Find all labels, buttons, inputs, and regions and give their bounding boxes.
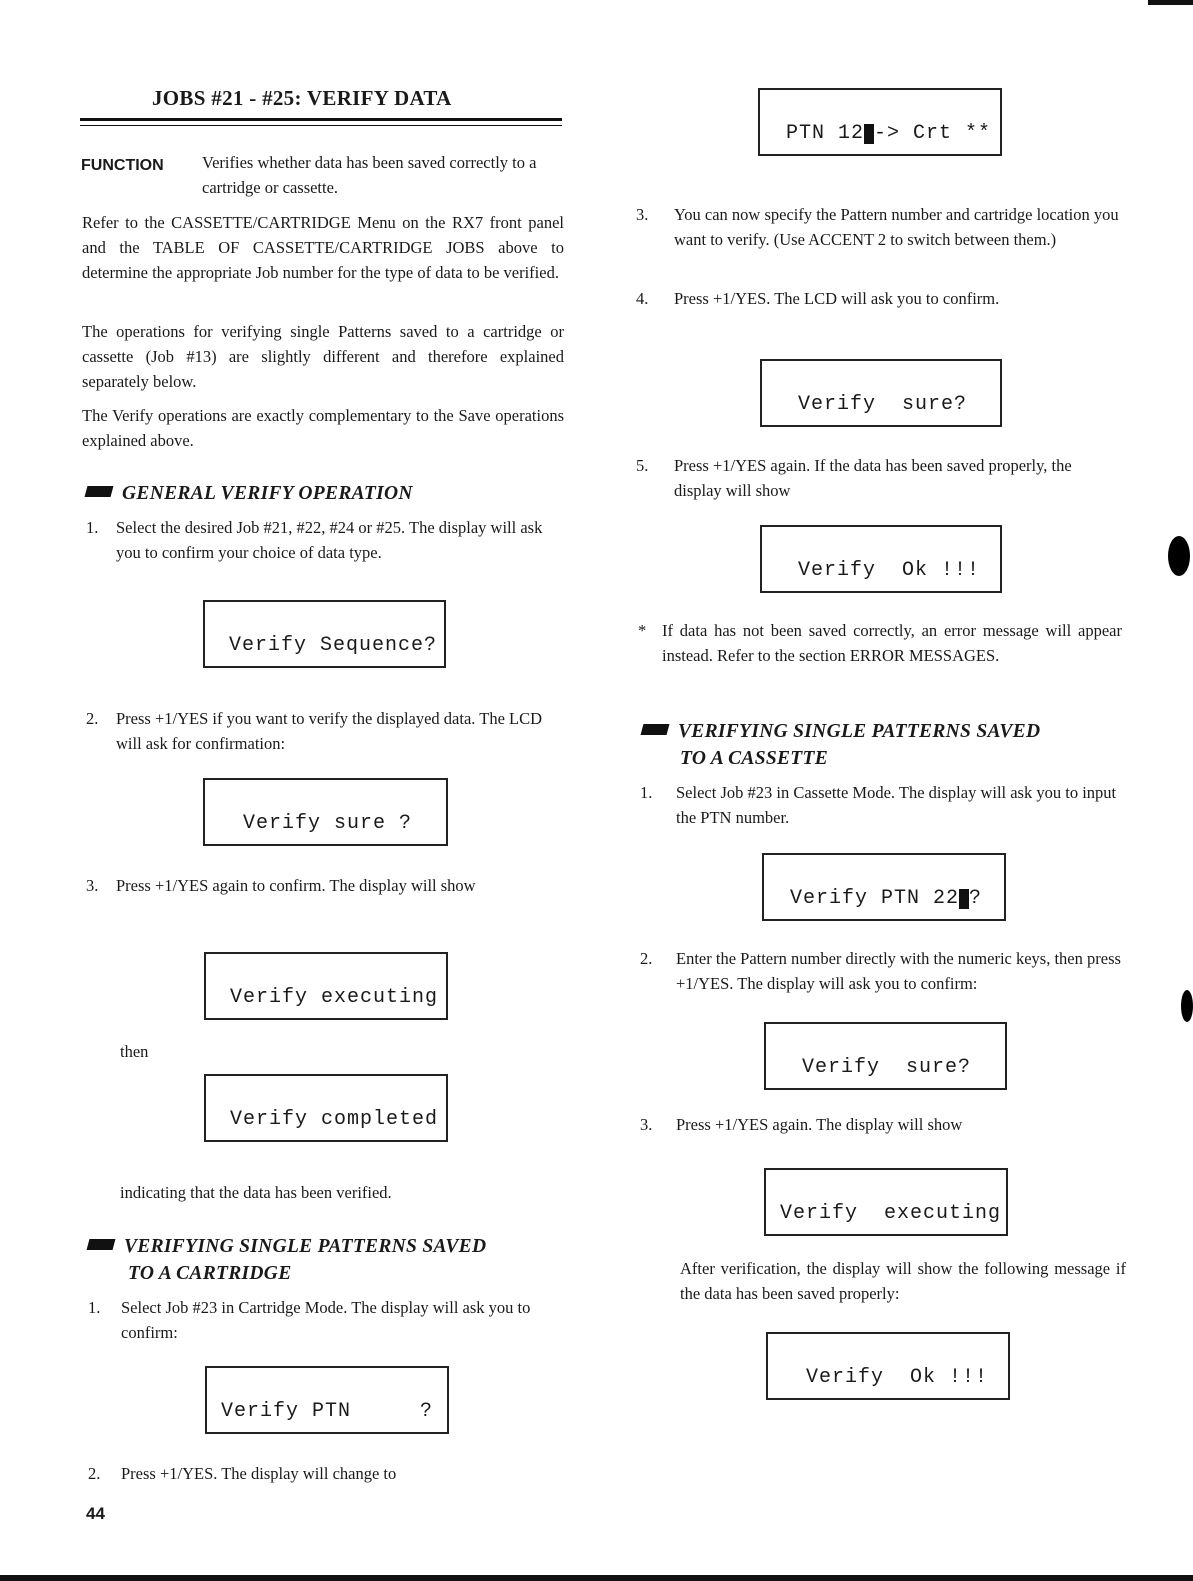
patterns-paragraph: The operations for verifying single Patterns saved to a cartridge or cassette (Job #13) are slightly different and therefore explained separately below. bbox=[82, 322, 564, 391]
step-number: 2. bbox=[640, 949, 653, 968]
binding-hole-mark bbox=[1168, 536, 1190, 576]
lcd-verify-sequence bbox=[203, 600, 446, 668]
lcd-verify-ptn bbox=[205, 1366, 449, 1434]
step-number: 3. bbox=[640, 1115, 653, 1134]
cartridge-heading-line2: TO A CARTRIDGE bbox=[128, 1263, 292, 1284]
lcd-text: PTN 12 bbox=[786, 122, 865, 145]
lcd-text: Verify executing bbox=[230, 986, 439, 1009]
note-asterisk: * bbox=[638, 621, 647, 640]
title-rule-thin bbox=[80, 125, 562, 126]
cartridge-heading bbox=[88, 1233, 486, 1287]
page-number: 44 bbox=[86, 1504, 105, 1523]
lcd-text: Verify PTN bbox=[221, 1400, 352, 1423]
step-number: 3. bbox=[636, 205, 649, 224]
step-number: 3. bbox=[86, 876, 99, 895]
cassette-step-2 bbox=[640, 946, 1126, 996]
step-text: Press +1/YES. The LCD will ask you to confirm. bbox=[674, 289, 1000, 308]
note-text: If data has not been saved correctly, an error message will appear instead. Refer to the section ERROR MESSAGES. bbox=[662, 621, 1122, 665]
step-number: 1. bbox=[640, 783, 653, 802]
cartridge-step-1 bbox=[88, 1295, 568, 1345]
crt-step-3 bbox=[636, 202, 1122, 252]
step-text: Press +1/YES again. If the data has been saved properly, the display will show bbox=[674, 456, 1072, 500]
cassette-heading-line2: TO A CASSETTE bbox=[680, 748, 829, 769]
step-number: 2. bbox=[86, 709, 99, 728]
binding-hole-mark-2 bbox=[1181, 990, 1193, 1022]
lcd-text-tail: ? bbox=[969, 887, 983, 910]
step-number: 5. bbox=[636, 456, 649, 475]
lcd-verify-sure-right bbox=[760, 359, 1002, 427]
lcd-text: Verify executing bbox=[780, 1202, 1002, 1225]
title-rule bbox=[80, 118, 562, 121]
general-step-2 bbox=[86, 706, 566, 756]
cassette-step-1 bbox=[640, 780, 1124, 830]
step-number: 1. bbox=[86, 518, 99, 537]
cassette-heading bbox=[642, 718, 1040, 772]
crt-step-5 bbox=[636, 453, 1122, 503]
lcd-verify-ok-cassette bbox=[766, 1332, 1010, 1400]
step-text: Select Job #23 in Cassette Mode. The display will ask you to input the PTN number. bbox=[676, 783, 1117, 827]
lcd-cursor-icon bbox=[864, 124, 874, 144]
step-text: Press +1/YES again. The display will show bbox=[676, 1115, 963, 1134]
lcd-text: Verify sure? bbox=[798, 393, 968, 416]
step-text: Press +1/YES if you want to verify the displayed data. The LCD will ask for confirmation: bbox=[116, 709, 543, 753]
lcd-verify-ptn22 bbox=[762, 853, 1006, 921]
lcd-verify-completed bbox=[204, 1074, 448, 1142]
crt-step-4 bbox=[636, 286, 1122, 311]
lcd-verify-ok bbox=[760, 525, 1002, 593]
step-number: 4. bbox=[636, 289, 649, 308]
complementary-paragraph: The Verify operations are exactly complementary to the Save operations explained above. bbox=[82, 406, 564, 450]
step-text: Enter the Pattern number directly with the numeric keys, then press +1/YES. The display will ask you to confirm: bbox=[676, 949, 1121, 993]
step-number: 1. bbox=[88, 1298, 101, 1317]
function-text: Verifies whether data has been saved correctly to a cartridge or cassette. bbox=[202, 153, 537, 197]
lcd-text: Verify Ok !!! bbox=[806, 1366, 989, 1389]
lcd-text: Verify sure? bbox=[802, 1056, 972, 1079]
general-verify-heading bbox=[86, 480, 413, 507]
lcd-text: Verify Ok !!! bbox=[798, 559, 981, 582]
step-text: Press +1/YES. The display will change to bbox=[121, 1464, 397, 1483]
lcd-text: Verify completed bbox=[230, 1108, 439, 1131]
lcd-cursor-text: ? bbox=[419, 1400, 433, 1423]
cartridge-heading-line1: VERIFYING SINGLE PATTERNS SAVED bbox=[124, 1236, 487, 1257]
general-step-3 bbox=[86, 873, 566, 898]
heading-bullet-icon bbox=[87, 1239, 116, 1250]
cartridge-step-2 bbox=[88, 1461, 568, 1486]
intro-paragraph: Refer to the CASSETTE/CARTRIDGE Menu on the RX7 front panel and the TABLE OF CASSETTE/CARTRIDGE JOBS above to determine the appropriate Job number for the type of data to be verified. bbox=[82, 213, 564, 282]
lcd-ptn-crt bbox=[758, 88, 1002, 156]
verified-text: indicating that the data has been verified. bbox=[120, 1183, 392, 1202]
then-text: then bbox=[120, 1042, 149, 1061]
lcd-cursor-icon bbox=[959, 889, 969, 909]
lcd-verify-executing bbox=[204, 952, 448, 1020]
page-title: JOBS #21 - #25: VERIFY DATA bbox=[152, 86, 452, 110]
lcd-text: Verify PTN 22 bbox=[790, 887, 960, 910]
step-text: You can now specify the Pattern number and cartridge location you want to verify. (Use ACCENT 2 to switch between them.) bbox=[674, 205, 1119, 249]
general-verify-heading-text: GENERAL VERIFY OPERATION bbox=[122, 483, 413, 504]
lcd-verify-executing-cassette bbox=[764, 1168, 1008, 1236]
lcd-text-tail: -> Crt ** bbox=[874, 122, 992, 145]
step-text: Select Job #23 in Cartridge Mode. The display will ask you to confirm: bbox=[121, 1298, 531, 1342]
general-step-1 bbox=[86, 515, 566, 565]
scan-edge-bottom bbox=[0, 1575, 1193, 1581]
error-note bbox=[638, 618, 1122, 668]
step-text: Press +1/YES again to confirm. The display will show bbox=[116, 876, 476, 895]
step-text: Select the desired Job #21, #22, #24 or #25. The display will ask you to confirm your choice of data type. bbox=[116, 518, 543, 562]
lcd-text: Verify Sequence? bbox=[229, 634, 438, 657]
after-verification-text: After verification, the display will show the following message if the data has been saved properly: bbox=[680, 1259, 1126, 1303]
lcd-verify-sure-cassette bbox=[764, 1022, 1007, 1090]
lcd-verify-sure bbox=[203, 778, 448, 846]
cassette-heading-line1: VERIFYING SINGLE PATTERNS SAVED bbox=[678, 721, 1041, 742]
step-number: 2. bbox=[88, 1464, 101, 1483]
cassette-step-3 bbox=[640, 1112, 1126, 1137]
scan-mark-top bbox=[1148, 0, 1193, 5]
function-label: FUNCTION bbox=[81, 157, 164, 174]
heading-bullet-icon bbox=[641, 724, 670, 735]
lcd-text: Verify sure ? bbox=[243, 812, 413, 835]
heading-bullet-icon bbox=[85, 486, 114, 497]
